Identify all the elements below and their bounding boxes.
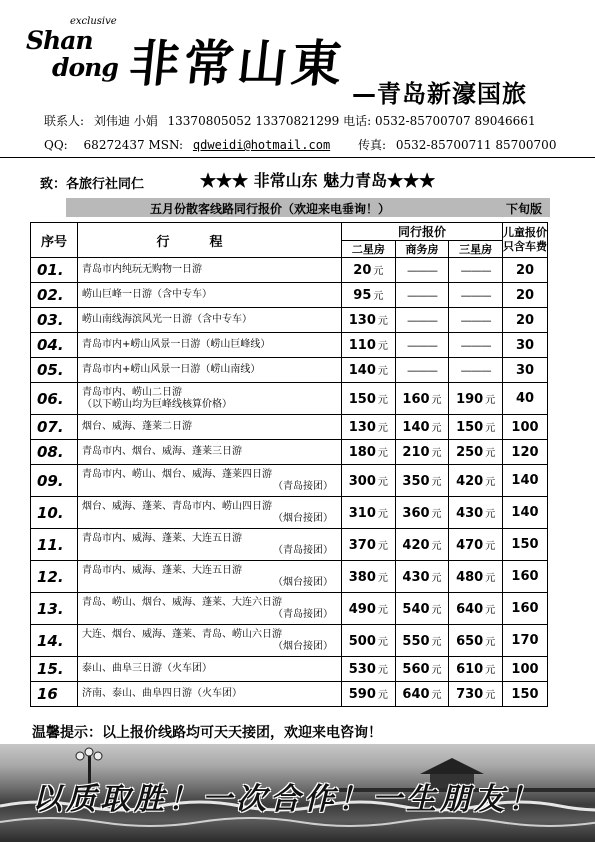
price-room3 (449, 561, 503, 593)
price-room2 (342, 333, 396, 358)
route-description (78, 415, 342, 440)
price-room-biz-value: 350 (402, 473, 430, 489)
currency-unit: 元 (377, 394, 388, 406)
price-room3-value: 420 (456, 473, 484, 489)
currency-unit: 元 (377, 572, 388, 584)
table-row (31, 657, 548, 682)
price-room2-value: 95 (353, 288, 372, 303)
header-route: 行程 (78, 223, 342, 258)
price-room-biz (395, 465, 449, 497)
currency-unit: 元 (485, 423, 496, 434)
header-no: 序号 (31, 223, 78, 258)
currency-unit: 元 (485, 690, 496, 701)
row-number: 11. (31, 529, 78, 561)
currency-unit: 元 (485, 665, 496, 676)
price-room2-value: 180 (348, 445, 376, 460)
currency-unit: 元 (377, 690, 388, 701)
row-number: 05. (31, 358, 78, 383)
route-description (78, 593, 342, 625)
logo-exclusive: exclusive (70, 16, 117, 27)
currency-unit: 元 (485, 508, 496, 520)
row-number: 06. (31, 383, 78, 415)
table-row (31, 561, 548, 593)
row-number: 12. (31, 561, 78, 593)
row-number: 04. (31, 333, 78, 358)
row-number: 09. (31, 465, 78, 497)
contact-names: 刘伟迪 小娟 (93, 114, 158, 128)
currency-unit: 元 (431, 476, 442, 488)
header-room3: 三星房 (449, 241, 503, 258)
currency-unit: 元 (431, 448, 442, 459)
route-description (78, 333, 342, 358)
price-room-biz-value: 210 (402, 445, 430, 460)
route-note: （以下崂山均为巨峰线核算价格） (82, 398, 232, 410)
price-room3-value: 250 (456, 445, 484, 460)
currency-unit: 元 (373, 266, 384, 277)
price-child: 140 (503, 465, 548, 497)
price-room2-value: 300 (348, 473, 376, 489)
price-room3 (449, 657, 503, 682)
route-note: （烟台接团） (273, 640, 333, 652)
route-line: 崂山南线海滨风光一日游（含中专车） (82, 314, 252, 325)
header-quote: 同行报价 (342, 223, 503, 241)
row-number: 13. (31, 593, 78, 625)
qq-label: QQ: (44, 138, 68, 152)
price-room3 (449, 682, 503, 707)
table-row (31, 283, 548, 308)
currency-unit: 元 (377, 508, 388, 520)
price-room2 (342, 682, 396, 707)
route-description (78, 625, 342, 657)
slogan: ★★★ 非常山东 魅力青岛★★★ (200, 171, 436, 190)
price-room2 (342, 415, 396, 440)
row-number: 16 (31, 682, 78, 707)
price-room3 (449, 529, 503, 561)
route-note: （烟台接团） (273, 512, 333, 524)
price-room-biz (395, 383, 449, 415)
route-line: 大连、烟台、威海、蓬莱、青岛、崂山六日游 (82, 628, 282, 640)
price-room3-value: 150 (456, 420, 484, 435)
price-room3 (449, 465, 503, 497)
route-description (78, 465, 342, 497)
currency-unit: 元 (431, 690, 442, 701)
motto: 以质取胜！一次合作！一生朋友！ (32, 782, 542, 817)
price-room2 (342, 358, 396, 383)
price-room-biz-value: 420 (402, 537, 430, 553)
route-line: 青岛市内、烟台、威海、蓬莱三日游 (82, 446, 242, 457)
currency-unit: 元 (485, 604, 496, 616)
price-room-biz-empty: ——— (395, 358, 449, 383)
price-child: 40 (503, 383, 548, 415)
table-row (31, 529, 548, 561)
price-room2 (342, 497, 396, 529)
price-room2-value: 590 (348, 687, 376, 702)
price-room2-value: 20 (353, 263, 372, 278)
route-line: 烟台、威海、蓬莱二日游 (82, 421, 192, 432)
price-room-biz-value: 160 (402, 391, 430, 407)
route-description (78, 283, 342, 308)
price-room3 (449, 415, 503, 440)
table-row (31, 625, 548, 657)
price-room-biz (395, 497, 449, 529)
warm-tips: 温馨提示：以上报价线路均可天天接团，欢迎来电咨询！ (32, 725, 382, 741)
price-room3-value: 470 (456, 537, 484, 553)
price-room-biz (395, 415, 449, 440)
route-description (78, 682, 342, 707)
brand-title: 非常山東 (126, 34, 349, 93)
contact-label: 联系人: (44, 114, 85, 128)
table-row (31, 308, 548, 333)
row-number: 14. (31, 625, 78, 657)
route-description (78, 440, 342, 465)
price-child: 140 (503, 497, 548, 529)
route-description (78, 561, 342, 593)
footer-banner-image (0, 744, 595, 842)
row-number: 07. (31, 415, 78, 440)
price-room2-value: 370 (348, 537, 376, 553)
logo-shan: Shan (26, 26, 93, 55)
price-room2 (342, 283, 396, 308)
price-room2 (342, 465, 396, 497)
route-note: （青岛接团） (273, 480, 333, 492)
price-room3 (449, 593, 503, 625)
price-room3-empty: ——— (449, 283, 503, 308)
price-room3-value: 190 (456, 391, 484, 407)
currency-unit: 元 (431, 540, 442, 552)
route-description (78, 308, 342, 333)
price-room-biz-value: 540 (402, 601, 430, 617)
price-room-biz (395, 625, 449, 657)
route-line: 青岛市内纯玩无购物一日游 (82, 264, 202, 275)
row-number: 15. (31, 657, 78, 682)
header-child (503, 223, 548, 258)
price-child: 160 (503, 561, 548, 593)
route-line: 青岛市内、崂山二日游 (82, 386, 182, 398)
price-room3 (449, 497, 503, 529)
price-room2-value: 130 (348, 313, 376, 328)
price-room2-value: 140 (348, 363, 376, 378)
currency-unit: 元 (485, 394, 496, 406)
route-line: 青岛市内、威海、蓬莱、大连五日游 (82, 532, 242, 544)
contact-line-1 (44, 112, 536, 129)
price-room-biz-empty: ——— (395, 333, 449, 358)
currency-unit: 元 (485, 448, 496, 459)
price-room-biz (395, 682, 449, 707)
price-room2 (342, 308, 396, 333)
price-room2 (342, 593, 396, 625)
price-room-biz (395, 593, 449, 625)
price-room-biz-value: 140 (402, 420, 430, 435)
price-child: 100 (503, 657, 548, 682)
price-child: 170 (503, 625, 548, 657)
currency-unit: 元 (373, 291, 384, 302)
price-table (30, 222, 548, 707)
phone-numbers: 0532-85700707 89046661 (375, 114, 536, 128)
phone-label: 电话: (343, 114, 372, 128)
msn-label: MSN: (148, 138, 184, 152)
price-child: 30 (503, 333, 548, 358)
price-room3-empty: ——— (449, 258, 503, 283)
route-note: （青岛接团） (273, 608, 333, 620)
price-child: 20 (503, 283, 548, 308)
price-room2 (342, 383, 396, 415)
currency-unit: 元 (485, 476, 496, 488)
route-line: 青岛市内+崂山风景一日游（崂山巨峰线） (82, 339, 271, 350)
price-room3 (449, 625, 503, 657)
price-room3-value: 640 (456, 601, 484, 617)
price-room-biz-value: 360 (402, 505, 430, 521)
table-row (31, 440, 548, 465)
currency-unit: 元 (431, 394, 442, 406)
currency-unit: 元 (431, 508, 442, 520)
email-link[interactable]: qdweidi@hotmail.com (192, 138, 331, 152)
company-name: —青岛新濠国旅 (352, 80, 527, 108)
banner-title: 五月份散客线路同行报价（欢迎来电垂询！） (150, 202, 391, 216)
price-room3-empty: ——— (449, 308, 503, 333)
table-row (31, 258, 548, 283)
route-description (78, 529, 342, 561)
table-row (31, 383, 548, 415)
currency-unit: 元 (431, 572, 442, 584)
table-row (31, 415, 548, 440)
route-line: 青岛市内、崂山、烟台、威海、蓬莱四日游 (82, 468, 272, 480)
header-divider (0, 157, 595, 158)
currency-unit: 元 (485, 540, 496, 552)
price-table-body (31, 258, 548, 707)
header-room2: 二星房 (342, 241, 396, 258)
currency-unit: 元 (377, 423, 388, 434)
price-room2-value: 500 (348, 633, 376, 649)
route-description (78, 358, 342, 383)
route-note: （烟台接团） (273, 576, 333, 588)
greeting: 致：各旅行社同仁 (40, 177, 145, 192)
price-child: 20 (503, 308, 548, 333)
price-room-biz (395, 529, 449, 561)
mobile-numbers: 13370805052 13370821299 (167, 114, 340, 128)
header-child-line2: 只含车费 (503, 240, 547, 253)
row-number: 03. (31, 308, 78, 333)
price-room-biz-value: 640 (402, 687, 430, 702)
price-room3 (449, 383, 503, 415)
price-room3 (449, 440, 503, 465)
price-room-biz (395, 440, 449, 465)
currency-unit: 元 (431, 604, 442, 616)
price-room2 (342, 440, 396, 465)
route-line: 青岛市内+崂山风景一日游（崂山南线） (82, 364, 261, 375)
price-room-biz (395, 561, 449, 593)
price-room-biz (395, 657, 449, 682)
route-line: 青岛市内、威海、蓬莱、大连五日游 (82, 564, 242, 576)
row-number: 08. (31, 440, 78, 465)
price-room2 (342, 625, 396, 657)
price-room2 (342, 529, 396, 561)
price-room3-value: 430 (456, 505, 484, 521)
table-row (31, 465, 548, 497)
route-description (78, 383, 342, 415)
header-room-biz: 商务房 (395, 241, 449, 258)
currency-unit: 元 (377, 316, 388, 327)
route-description (78, 497, 342, 529)
price-room2 (342, 258, 396, 283)
banner-period: 下旬版 (505, 202, 542, 216)
price-child: 150 (503, 529, 548, 561)
table-row (31, 497, 548, 529)
price-room3-value: 730 (456, 687, 484, 702)
table-row (31, 333, 548, 358)
header-child-line1: 儿童报价 (503, 226, 547, 239)
price-room3-value: 650 (456, 633, 484, 649)
currency-unit: 元 (377, 366, 388, 377)
price-child: 100 (503, 415, 548, 440)
route-note: （青岛接团） (273, 544, 333, 556)
qq-number: 68272437 (83, 138, 145, 152)
route-description (78, 258, 342, 283)
fax-numbers: 0532-85700711 85700700 (395, 138, 557, 152)
price-room-biz-empty: ——— (395, 308, 449, 333)
logo-dong: dong (52, 53, 118, 82)
contact-line-2 (44, 136, 556, 153)
price-room-biz-empty: ——— (395, 258, 449, 283)
price-room2-value: 150 (348, 391, 376, 407)
price-room2 (342, 657, 396, 682)
row-number: 02. (31, 283, 78, 308)
table-row (31, 358, 548, 383)
price-room2 (342, 561, 396, 593)
currency-unit: 元 (377, 604, 388, 616)
price-room2-value: 490 (348, 601, 376, 617)
price-room2-value: 310 (348, 505, 376, 521)
price-room2-value: 380 (348, 569, 376, 585)
table-row (31, 593, 548, 625)
price-room3-value: 480 (456, 569, 484, 585)
table-row (31, 682, 548, 707)
currency-unit: 元 (377, 540, 388, 552)
route-line: 泰山、曲阜三日游（火车团） (82, 663, 212, 674)
price-room-biz-value: 430 (402, 569, 430, 585)
currency-unit: 元 (377, 665, 388, 676)
fax-label: 传真: (358, 138, 387, 152)
price-room2-value: 110 (348, 338, 376, 353)
price-child: 30 (503, 358, 548, 383)
route-line: 济南、泰山、曲阜四日游（火车团） (82, 688, 242, 699)
price-room3-value: 610 (456, 662, 484, 677)
currency-unit: 元 (377, 341, 388, 352)
route-line: 烟台、威海、蓬莱、青岛市内、崂山四日游 (82, 500, 272, 512)
currency-unit: 元 (377, 476, 388, 488)
price-room-biz-value: 560 (402, 662, 430, 677)
price-banner (66, 198, 550, 217)
route-description (78, 657, 342, 682)
route-line: 青岛、崂山、烟台、威海、蓬莱、大连六日游 (82, 596, 282, 608)
row-number: 01. (31, 258, 78, 283)
price-child: 120 (503, 440, 548, 465)
currency-unit: 元 (431, 423, 442, 434)
price-child: 20 (503, 258, 548, 283)
price-room3-empty: ——— (449, 333, 503, 358)
currency-unit: 元 (485, 636, 496, 648)
currency-unit: 元 (377, 636, 388, 648)
price-child: 160 (503, 593, 548, 625)
price-room2-value: 530 (348, 662, 376, 677)
price-room3-empty: ——— (449, 358, 503, 383)
price-room2-value: 130 (348, 420, 376, 435)
currency-unit: 元 (485, 572, 496, 584)
currency-unit: 元 (431, 665, 442, 676)
route-line: 崂山巨峰一日游（含中专车） (82, 289, 212, 300)
currency-unit: 元 (431, 636, 442, 648)
row-number: 10. (31, 497, 78, 529)
price-room-biz-value: 550 (402, 633, 430, 649)
price-room-biz-empty: ——— (395, 283, 449, 308)
price-child: 150 (503, 682, 548, 707)
currency-unit: 元 (377, 448, 388, 459)
